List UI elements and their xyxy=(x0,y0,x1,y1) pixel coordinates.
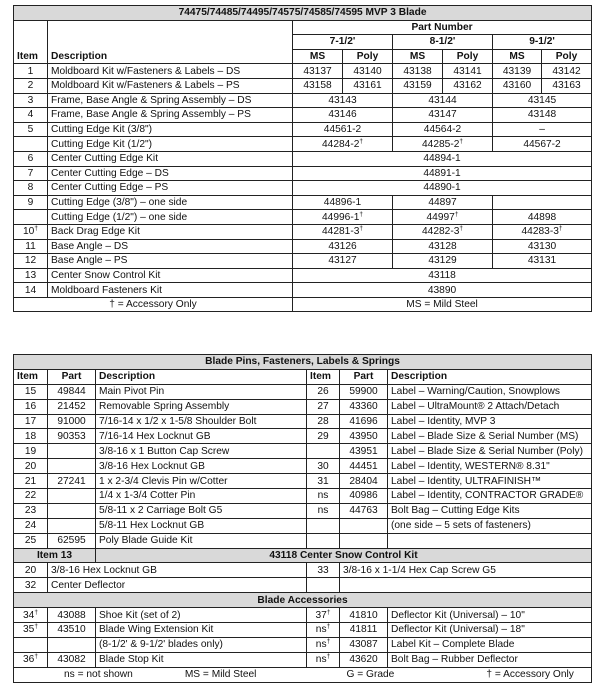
part-number: 43128 xyxy=(393,239,493,254)
part-number: 44284-2† xyxy=(293,137,393,152)
dagger-mark: † xyxy=(359,210,363,218)
item-description: Moldboard Kit w/Fasteners & Labels – DS xyxy=(48,64,293,79)
dagger-mark: † xyxy=(34,623,38,631)
part-number: 44997† xyxy=(393,210,493,225)
item-number: ns† xyxy=(307,652,340,667)
item-number xyxy=(307,578,340,593)
item-number: 14 xyxy=(14,283,48,298)
footnote-grade: G = Grade † = Accessory Only xyxy=(307,667,592,682)
item-description: Frame, Base Angle & Spring Assembly – PS xyxy=(48,108,293,123)
item-description: Cutting Edge Kit (3/8") xyxy=(48,122,293,137)
item-number: 32 xyxy=(14,578,48,593)
item-description: Blade Stop Kit xyxy=(96,652,307,667)
footnote-mild-steel: MS = Mild Steel xyxy=(293,297,592,312)
part-number: 43130 xyxy=(493,239,592,254)
part-number: 43129 xyxy=(393,254,493,269)
part-number: 43146 xyxy=(293,108,393,123)
item-number: 18 xyxy=(14,429,48,444)
part-number: 43142 xyxy=(542,64,592,79)
item-description: Cutting Edge (1/2") – one side xyxy=(48,210,293,225)
poly-header: Poly xyxy=(443,49,493,64)
dagger-mark: † xyxy=(459,137,463,145)
part-header: Part xyxy=(340,369,388,384)
footnote-accessory: † = Accessory Only xyxy=(486,669,574,681)
item-number: 13 xyxy=(14,268,48,283)
item-number: 34† xyxy=(14,608,48,623)
part-number: 43148 xyxy=(493,108,592,123)
item-description: Main Pivot Pin xyxy=(96,384,307,399)
table-footer xyxy=(14,667,592,682)
item-number: 28 xyxy=(307,414,340,429)
item-number: 16 xyxy=(14,399,48,414)
part-number xyxy=(48,444,96,459)
part-number: 44561-2 xyxy=(293,122,393,137)
section-title: Blade Pins, Fasteners, Labels & Springs xyxy=(14,355,592,370)
item-description: Center Cutting Edge – PS xyxy=(48,181,293,196)
item-number: 33 xyxy=(307,563,340,578)
item-number: 20 xyxy=(14,563,48,578)
item-description: Base Angle – DS xyxy=(48,239,293,254)
part-number-header: Part Number xyxy=(293,20,592,35)
item-header: Item xyxy=(14,49,48,64)
item-description: 3/8-16 Hex Locknut GB xyxy=(96,459,307,474)
dagger-mark: † xyxy=(34,608,38,616)
item-number: 1 xyxy=(14,64,48,79)
part-number: 43141 xyxy=(443,64,493,79)
part-number: 44890-1 xyxy=(293,181,592,196)
table-row xyxy=(14,195,592,210)
table-row xyxy=(14,108,592,123)
ms-header: MS xyxy=(493,49,542,64)
item-description: Bolt Bag – Cutting Edge Kits xyxy=(388,503,592,518)
description-header: Description xyxy=(388,369,592,384)
table-row xyxy=(14,137,592,152)
item-description: Base Angle – PS xyxy=(48,254,293,269)
table-row xyxy=(14,623,592,638)
table-row xyxy=(14,503,592,518)
item-number: 20 xyxy=(14,459,48,474)
part-number: 44763 xyxy=(340,503,388,518)
item-number: 23 xyxy=(14,503,48,518)
center-kit-title: 43118 Center Snow Control Kit xyxy=(96,548,592,563)
item-number: ns† xyxy=(307,637,340,652)
part-number: 43162 xyxy=(443,78,493,93)
item-description: 1 x 2-3/4 Clevis Pin w/Cotter xyxy=(96,474,307,489)
item-description: Bolt Bag – Rubber Deflector xyxy=(388,652,592,667)
item-description: Label – Identity, WESTERN® 8.31" xyxy=(388,459,592,474)
part-number xyxy=(340,533,388,548)
item-description: Moldboard Kit w/Fasteners & Labels – PS xyxy=(48,78,293,93)
table-row xyxy=(14,474,592,489)
table-footer xyxy=(14,297,592,312)
item-number: 19 xyxy=(14,444,48,459)
part-number: 43131 xyxy=(493,254,592,269)
item-number: 29 xyxy=(307,429,340,444)
item-description: Moldboard Fasteners Kit xyxy=(48,283,293,298)
item-number: 21 xyxy=(14,474,48,489)
item-number: ns† xyxy=(307,623,340,638)
part-number: 44891-1 xyxy=(293,166,592,181)
item-number: 30 xyxy=(307,459,340,474)
part-number: 44285-2† xyxy=(393,137,493,152)
item-description: Cutting Edge Kit (1/2") xyxy=(48,137,293,152)
item-description: Deflector Kit (Universal) – 18" xyxy=(388,623,592,638)
item-number: 10† xyxy=(14,224,48,239)
part-number: 43087 xyxy=(340,637,388,652)
part-number: 40986 xyxy=(340,489,388,504)
item-number: 31 xyxy=(307,474,340,489)
item-description: Shoe Kit (set of 2) xyxy=(96,608,307,623)
part-number xyxy=(493,195,592,210)
part-number: 43360 xyxy=(340,399,388,414)
part-number: 43143 xyxy=(293,93,393,108)
size-header: 8-1/2' xyxy=(393,35,493,50)
part-number: 44567-2 xyxy=(493,137,592,152)
item-description: Label – Identity, MVP 3 xyxy=(388,414,592,429)
part-number: 49844 xyxy=(48,384,96,399)
item-description: Center Cutting Edge Kit xyxy=(48,151,293,166)
accessories-title: Blade Accessories xyxy=(14,593,592,608)
table-row xyxy=(14,518,592,533)
item-number: 4 xyxy=(14,108,48,123)
poly-header: Poly xyxy=(343,49,393,64)
item-number: 24 xyxy=(14,518,48,533)
footnote-not-shown: ns = not shown MS = Mild Steel xyxy=(14,667,307,682)
table-row xyxy=(14,533,592,548)
part-number: 43126 xyxy=(293,239,393,254)
item-number: 37† xyxy=(307,608,340,623)
part-number xyxy=(48,503,96,518)
dagger-mark: † xyxy=(326,638,331,646)
item-description: Label – Identity, CONTRACTOR GRADE® xyxy=(388,489,592,504)
item-header: Item xyxy=(14,369,48,384)
item-number xyxy=(14,637,48,652)
item-number: 22 xyxy=(14,489,48,504)
item-description: Center Snow Control Kit xyxy=(48,268,293,283)
table-row xyxy=(14,563,592,578)
part-number: 43145 xyxy=(493,93,592,108)
part-number: 43163 xyxy=(542,78,592,93)
part-number: 27241 xyxy=(48,474,96,489)
dagger-mark: † xyxy=(359,225,363,233)
table-row xyxy=(14,283,592,298)
section-header xyxy=(14,548,592,563)
item-description: Blade Wing Extension Kit xyxy=(96,623,307,638)
item-description: 3/8-16 x 1 Button Cap Screw xyxy=(96,444,307,459)
dagger-mark: † xyxy=(326,653,331,661)
part-number: 43144 xyxy=(393,93,493,108)
item-description: Center Cutting Edge – DS xyxy=(48,166,293,181)
section-header xyxy=(14,593,592,608)
table-row xyxy=(14,459,592,474)
table-row xyxy=(14,652,592,667)
part-number: – xyxy=(493,122,592,137)
table-row xyxy=(14,414,592,429)
item-description: Label Kit – Complete Blade xyxy=(388,637,592,652)
part-number: 43139 xyxy=(493,64,542,79)
item-description: (8-1/2' & 9-1/2' blades only) xyxy=(96,637,307,652)
table-row xyxy=(14,578,592,593)
part-number: 43118 xyxy=(293,268,592,283)
item-description: Label – UltraMount® 2 Attach/Detach xyxy=(388,399,592,414)
part-number xyxy=(48,518,96,533)
table-row xyxy=(14,93,592,108)
item-number: 11 xyxy=(14,239,48,254)
description-header: Description xyxy=(96,369,307,384)
table-row xyxy=(14,268,592,283)
item-number: ns xyxy=(307,489,340,504)
part-number: 43088 xyxy=(48,608,96,623)
item-number: 36† xyxy=(14,652,48,667)
center-kit-item-label: Item 13 xyxy=(14,548,96,563)
part-number xyxy=(48,637,96,652)
item-number: 8 xyxy=(14,181,48,196)
table-row xyxy=(14,637,592,652)
item-description: 7/16-14 Hex Locknut GB xyxy=(96,429,307,444)
blade-pins-table xyxy=(13,354,592,683)
item-header: Item xyxy=(307,369,340,384)
table-row xyxy=(14,78,592,93)
part-number: 59900 xyxy=(340,384,388,399)
part-number: 90353 xyxy=(48,429,96,444)
part-number xyxy=(48,489,96,504)
table-row xyxy=(14,429,592,444)
item-number: 2 xyxy=(14,78,48,93)
part-number: 44897 xyxy=(393,195,493,210)
dagger-mark: † xyxy=(558,225,563,233)
table-row xyxy=(14,384,592,399)
item-number: 25 xyxy=(14,533,48,548)
item-number: 27 xyxy=(307,399,340,414)
part-number: 91000 xyxy=(48,414,96,429)
part-number: 43158 xyxy=(293,78,343,93)
item-description: 7/16-14 x 1/2 x 1-5/8 Shoulder Bolt xyxy=(96,414,307,429)
part-number xyxy=(48,459,96,474)
item-description: Label – Blade Size & Serial Number (MS) xyxy=(388,429,592,444)
item-number xyxy=(307,533,340,548)
item-number: ns xyxy=(307,503,340,518)
table-row xyxy=(14,122,592,137)
dagger-mark: † xyxy=(326,608,331,616)
item-number: 35† xyxy=(14,623,48,638)
part-number: 44282-3† xyxy=(393,224,493,239)
poly-header: Poly xyxy=(542,49,592,64)
item-number: 12 xyxy=(14,254,48,269)
table-row xyxy=(14,399,592,414)
item-description: Back Drag Edge Kit xyxy=(48,224,293,239)
mvp3-part-table xyxy=(13,5,592,312)
ms-header: MS xyxy=(293,49,343,64)
item-number xyxy=(307,444,340,459)
part-number: 28404 xyxy=(340,474,388,489)
part-number: 43082 xyxy=(48,652,96,667)
item-description xyxy=(388,533,592,548)
part-number: 43127 xyxy=(293,254,393,269)
table-row xyxy=(14,239,592,254)
item-description: Frame, Base Angle & Spring Assembly – DS xyxy=(48,93,293,108)
part-number: 43147 xyxy=(393,108,493,123)
item-description: 5/8-11 x 2 Carriage Bolt G5 xyxy=(96,503,307,518)
footnote-accessory: † = Accessory Only xyxy=(14,297,293,312)
item-description xyxy=(340,578,592,593)
item-description: Cutting Edge (3/8") – one side xyxy=(48,195,293,210)
item-description: Label – Identity, ULTRAFINISH™ xyxy=(388,474,592,489)
part-number: 44996-1† xyxy=(293,210,393,225)
item-description: Poly Blade Guide Kit xyxy=(96,533,307,548)
table-row xyxy=(14,181,592,196)
table-row xyxy=(14,254,592,269)
item-description: 3/8-16 x 1-1/4 Hex Cap Screw G5 xyxy=(340,563,592,578)
part-number: 41810 xyxy=(340,608,388,623)
item-number: 26 xyxy=(307,384,340,399)
item-description: 5/8-11 Hex Locknut GB xyxy=(96,518,307,533)
footnote-mild-steel: MS = Mild Steel xyxy=(184,669,257,681)
part-number: 43890 xyxy=(293,283,592,298)
ms-header: MS xyxy=(393,49,443,64)
table-row xyxy=(14,151,592,166)
item-number: 7 xyxy=(14,166,48,181)
item-description: (one side – 5 sets of fasteners) xyxy=(388,518,592,533)
item-number xyxy=(14,137,48,152)
part-number: 44564-2 xyxy=(393,122,493,137)
size-header: 7-1/2' xyxy=(293,35,393,50)
part-number: 62595 xyxy=(48,533,96,548)
item-number: 17 xyxy=(14,414,48,429)
part-header: Part xyxy=(48,369,96,384)
part-number: 41811 xyxy=(340,623,388,638)
item-number: 5 xyxy=(14,122,48,137)
part-number: 44283-3† xyxy=(493,224,592,239)
part-number: 43951 xyxy=(340,444,388,459)
item-number: 15 xyxy=(14,384,48,399)
part-number: 44894-1 xyxy=(293,151,592,166)
table-row xyxy=(14,224,592,239)
item-number: 6 xyxy=(14,151,48,166)
dagger-mark: † xyxy=(359,137,363,145)
table-row xyxy=(14,166,592,181)
table-row xyxy=(14,444,592,459)
part-number xyxy=(340,518,388,533)
part-number: 44451 xyxy=(340,459,388,474)
table-row xyxy=(14,608,592,623)
dagger-mark: † xyxy=(34,653,38,661)
size-header: 9-1/2' xyxy=(493,35,592,50)
table-title: 74475/74485/74495/74575/74585/74595 MVP 3 Blade xyxy=(14,6,592,21)
item-number: 3 xyxy=(14,93,48,108)
part-number: 43138 xyxy=(393,64,443,79)
dagger-mark: † xyxy=(326,623,331,631)
part-number: 44896-1 xyxy=(293,195,393,210)
item-description: 3/8-16 Hex Locknut GB xyxy=(48,563,307,578)
part-number: 43161 xyxy=(343,78,393,93)
part-number: 44898 xyxy=(493,210,592,225)
item-description: Removable Spring Assembly xyxy=(96,399,307,414)
item-description: 1/4 x 1-3/4 Cotter Pin xyxy=(96,489,307,504)
dagger-mark: † xyxy=(459,225,463,233)
part-number: 43160 xyxy=(493,78,542,93)
part-number: 43950 xyxy=(340,429,388,444)
part-number: 43137 xyxy=(293,64,343,79)
table-row xyxy=(14,64,592,79)
table-row xyxy=(14,489,592,504)
part-number: 43620 xyxy=(340,652,388,667)
part-number: 43510 xyxy=(48,623,96,638)
dagger-mark: † xyxy=(34,225,38,233)
part-number: 44281-3† xyxy=(293,224,393,239)
item-description: Label – Warning/Caution, Snowplows xyxy=(388,384,592,399)
table-row xyxy=(14,210,592,225)
item-number xyxy=(307,518,340,533)
dagger-mark: † xyxy=(454,210,459,218)
description-header: Description xyxy=(48,49,293,64)
part-number: 43140 xyxy=(343,64,393,79)
item-description: Label – Blade Size & Serial Number (Poly) xyxy=(388,444,592,459)
part-number: 21452 xyxy=(48,399,96,414)
part-number: 43159 xyxy=(393,78,443,93)
item-description: Deflector Kit (Universal) – 10" xyxy=(388,608,592,623)
item-number: 9 xyxy=(14,195,48,210)
item-description: Center Deflector xyxy=(48,578,307,593)
item-number xyxy=(14,210,48,225)
part-number: 41696 xyxy=(340,414,388,429)
